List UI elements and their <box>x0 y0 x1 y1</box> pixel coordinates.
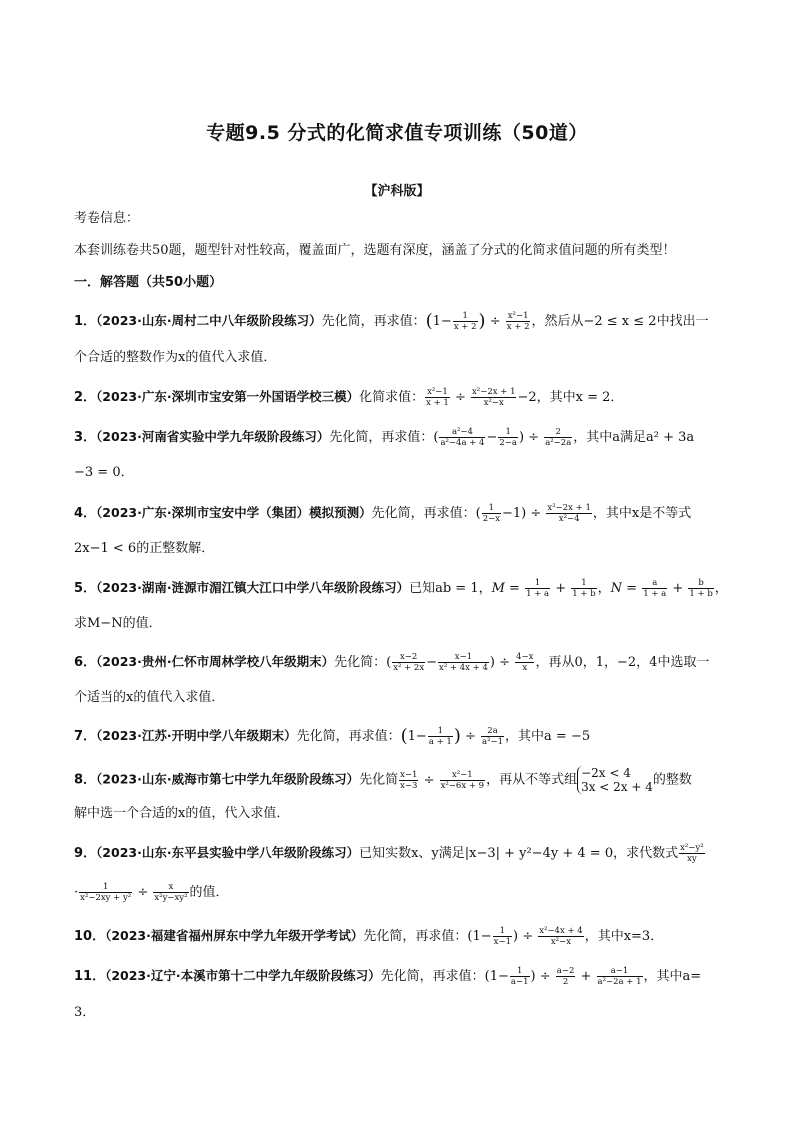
question-3: 3．（2023·河南省实验中学九年级阶段练习）先化简，再求值：( $\frac{\text{a²−4}}{\text{a²−4a + 4}}$ − $\frac{1}{2-a}$ ) ÷ $\frac{2}{\text{a²−2a}}$ ，其中a满足a² + 3a <box>74 427 695 448</box>
question-9-cont: · $\frac{1}{\text{x²−2xy + y²}}$ ÷ $\frac{x}{\text{x²y−xy²}}$ 的值． <box>74 882 229 903</box>
question-3-cont: −3 = 0． <box>74 465 134 480</box>
page-title: 专题9.5 分式的化简求值专项训练（50道） <box>206 122 588 144</box>
section-heading: 一．解答题（共50小题） <box>74 275 223 290</box>
question-1: 1．（2023·山东·周村二中八年级阶段练习）先化简，再求值：(1− $\frac{1}{x + 2}$ ) ÷ $\frac{\text{x²−1}}{x + 2}$ ，然后从−2 ≤ x ≤ 2中找出一 <box>74 310 709 332</box>
question-11-cont: 3． <box>74 1005 96 1020</box>
question-8: 8．（2023·山东·威海市第七中学九年级阶段练习）先化简 $\frac{x-1}{x-3}$ ÷ $\frac{\text{x²−1}}{\text{x²−6x + 9}}$ ，再从不等式组 −2x < 4 3x < 2x + 4的整数 <box>74 766 692 794</box>
question-4-cont: 2x−1 < 6的正整数解． <box>74 541 215 556</box>
question-7: 7．（2023·江苏·开明中学八年级期末）先化简，再求值：(1− $\frac{1}{a + 1}$ ) ÷ $\frac{2a}{\text{a²−1}}$ ，其中a = −5 <box>74 725 591 747</box>
question-6: 6．（2023·贵州·仁怀市周林学校八年级期末）先化简：( $\frac{x-2}{\text{x² + 2x}}$ − $\frac{x-1}{\text{x² + 4x + 4}}$ ) ÷ $\frac{4-x}{x}$ ，再从0，1，−2，4中选取一 <box>74 652 710 673</box>
question-6-cont: 个适当的x的值代入求值． <box>74 690 225 705</box>
question-5: 5．（2023·湖南·涟源市湄江镇大江口中学八年级阶段练习）已知ab = 1，M = $\frac{1}{1 + a}$ + $\frac{1}{1 + b}$ ，N = $\frac{a}{1 + a}$ + $\frac{b}{1 + b}$ ， <box>74 578 728 599</box>
question-5-cont: 求M−N的值． <box>74 616 162 631</box>
question-1-cont: 个合适的整数作为x的值代入求值． <box>74 350 277 365</box>
edition-label: 【沪科版】 <box>364 184 430 199</box>
intro-label: 考卷信息： <box>74 211 140 226</box>
intro-description: 本套训练卷共50题，题型针对性较高，覆盖面广，选题有深度，涵盖了分式的化简求值问题的所有类型！ <box>74 243 676 258</box>
question-4: 4．（2023·广东·深圳市宝安中学（集团）模拟预测）先化简，再求值：( $\frac{1}{2-x}$ −1) ÷ $\frac{\text{x²−2x + 1}}{\text{x²−4}}$ ，其中x是不等式 <box>74 503 692 524</box>
question-2: 2．（2023·广东·深圳市宝安第一外国语学校三模）化简求值： $\frac{\text{x²−1}}{x + 1}$ ÷ $\frac{\text{x²−2x + 1}}{\text{x²−x}}$ −2，其中x = 2． <box>74 387 624 408</box>
question-10: 10．（2023·福建省福州屏东中学九年级开学考试）先化简，再求值：(1− $\frac{1}{x-1}$ ) ÷ $\frac{\text{x²−4x + 4}}{\text{x²−x}}$ ，其中x=3． <box>74 926 664 947</box>
inequality-system: −2x < 4 3x < 2x + 4 <box>577 766 653 794</box>
question-11: 11．（2023·辽宁·本溪市第十二中学九年级阶段练习）先化简，再求值：(1− $\frac{1}{a-1}$ ) ÷ $\frac{a-2}{2}$ + $\frac{a-1}{\text{a²−2a + 1}}$ ，其中a= <box>74 966 702 987</box>
question-8-cont: 解中选一个合适的x的值，代入求值． <box>74 806 290 821</box>
question-9: 9．（2023·山东·东平县实验中学八年级阶段练习）已知实数x、y满足|x−3| + y²−4y + 4 = 0，求代数式 $\frac{\text{x²−y²}}{xy}$ <box>74 843 704 864</box>
